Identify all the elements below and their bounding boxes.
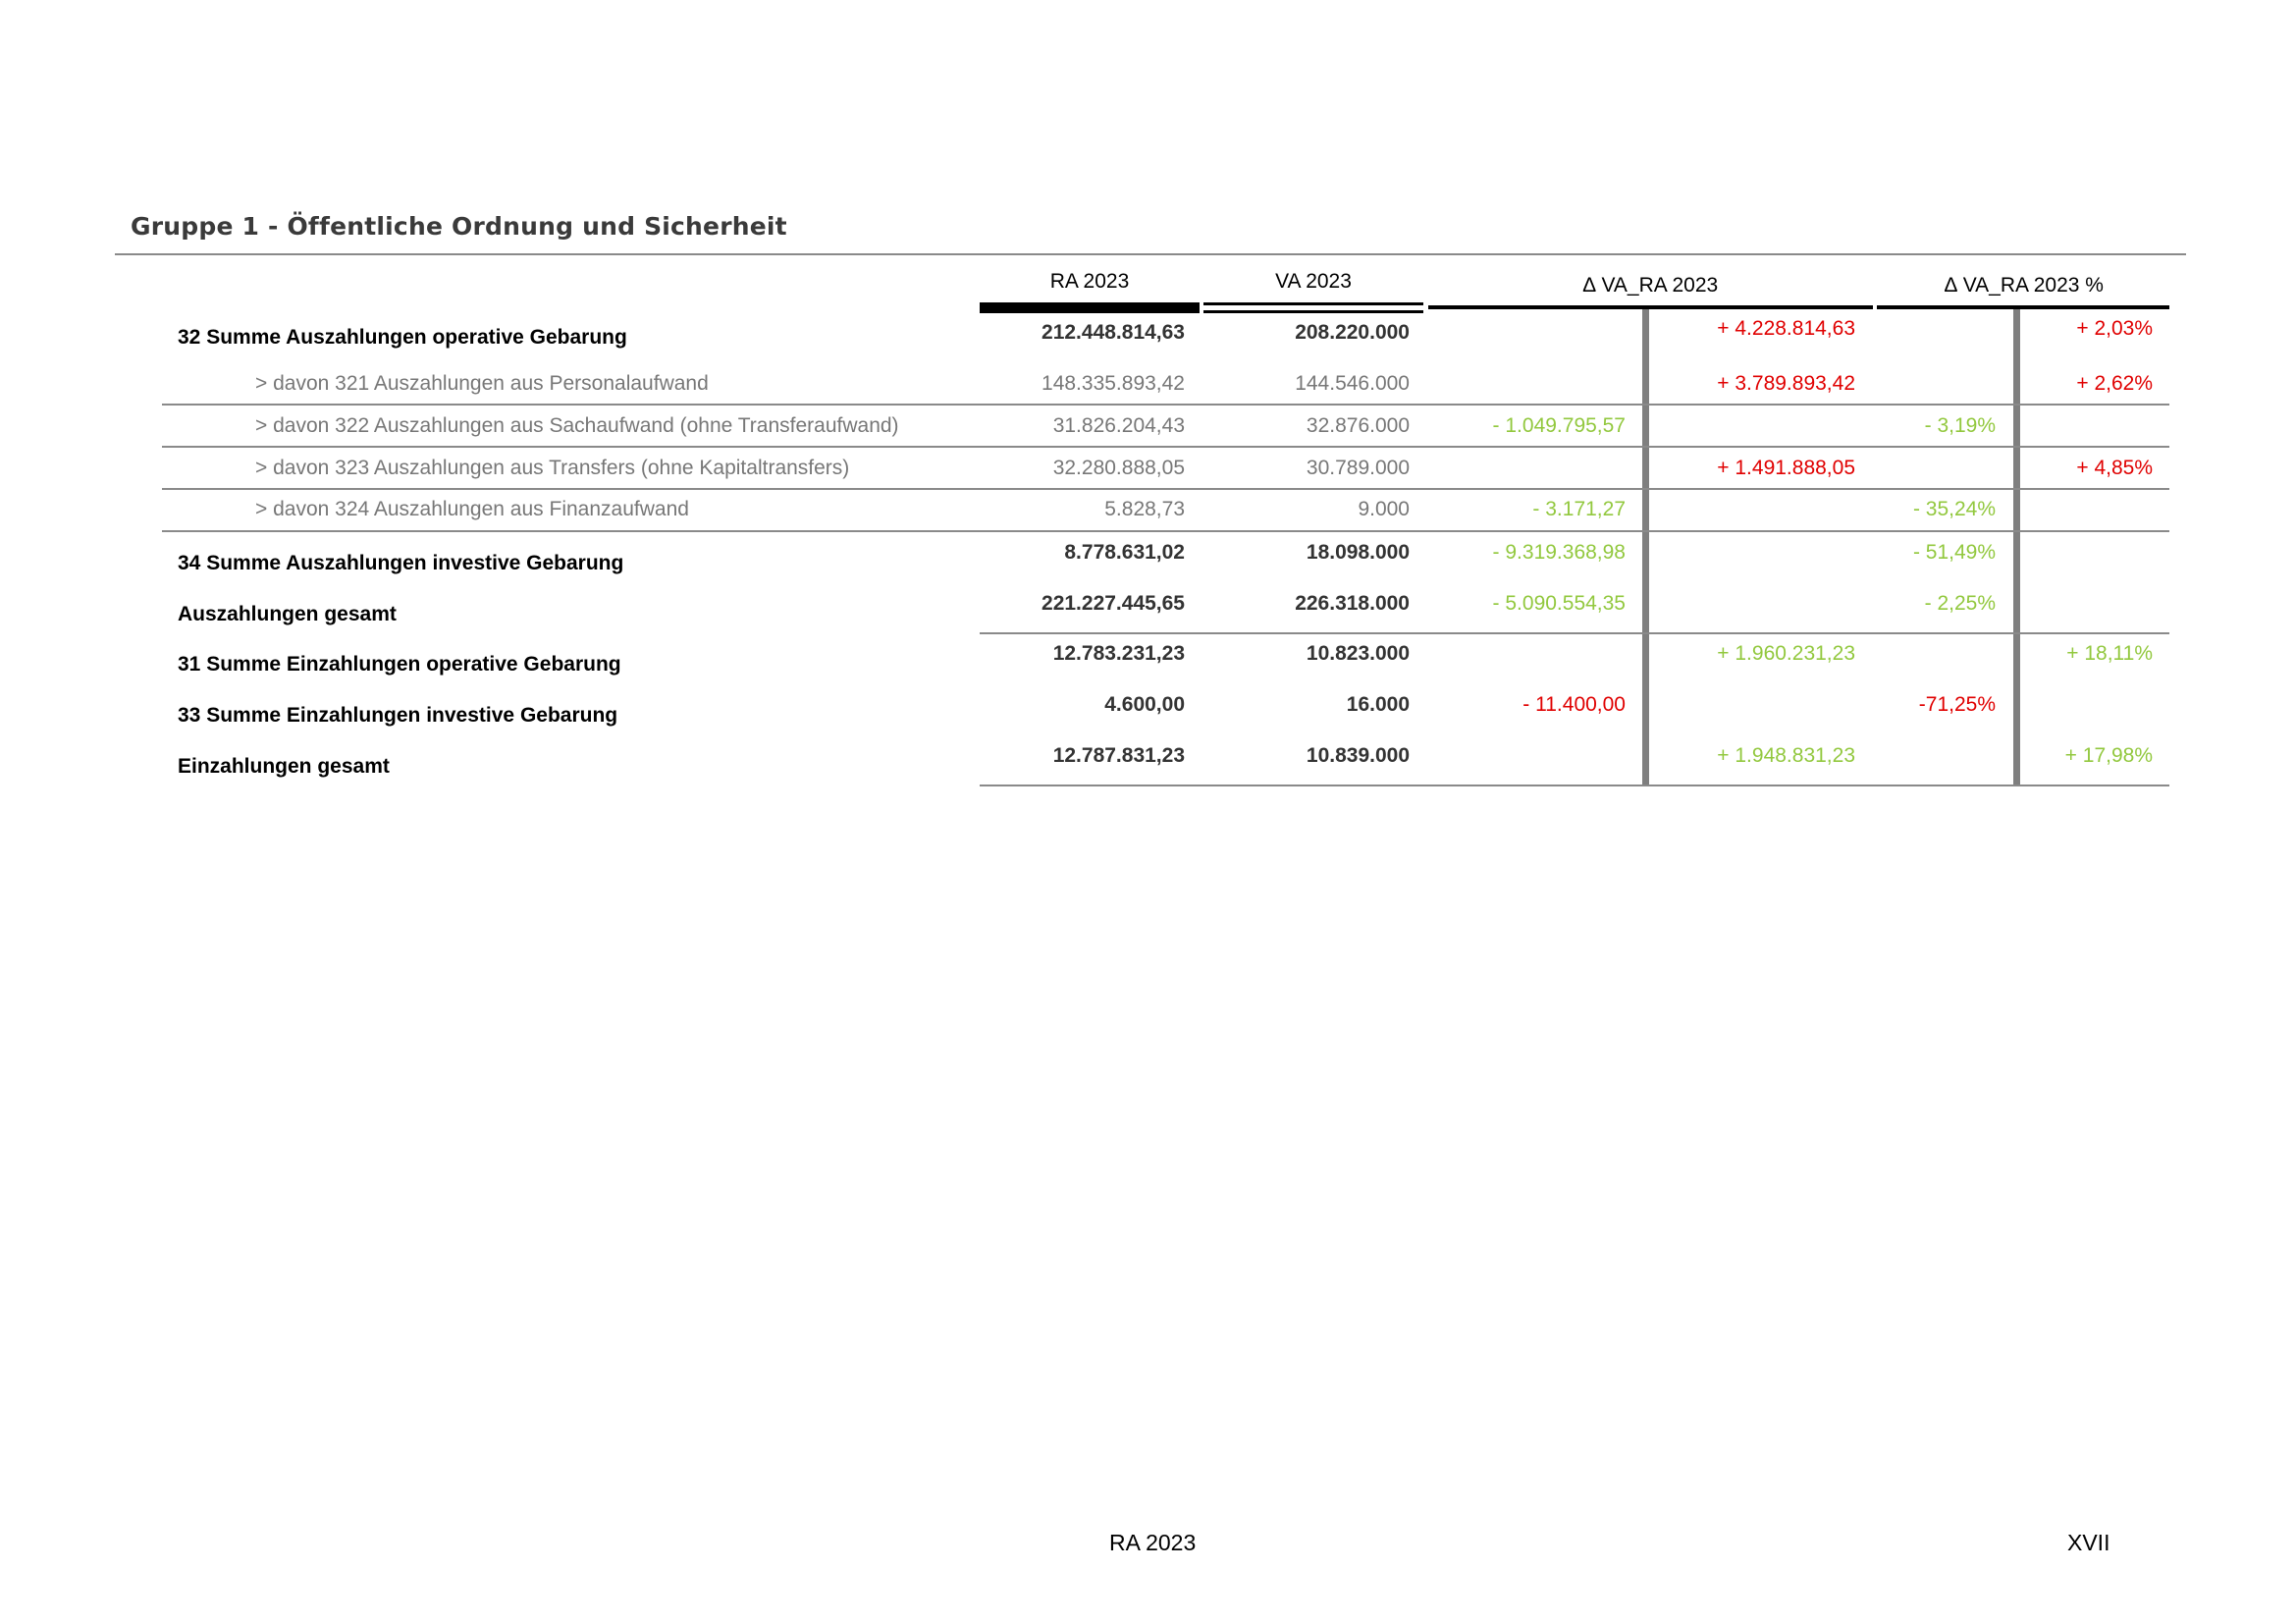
row-delta-positive: + 1.491.888,05 xyxy=(1717,457,1855,479)
row-ra-value: 148.335.893,42 xyxy=(1041,372,1185,395)
row-ra-value: 8.778.631,02 xyxy=(1064,541,1185,564)
delta-percent-separator xyxy=(2013,309,2020,785)
row-percent-positive: + 4,85% xyxy=(2076,457,2153,479)
row-va-value: 226.318.000 xyxy=(1295,592,1410,615)
row-va-value: 10.839.000 xyxy=(1306,744,1410,767)
row-ra-value: 31.826.204,43 xyxy=(1052,414,1185,437)
row-label: 33 Summe Einzahlungen investive Gebarung xyxy=(178,704,618,727)
row-separator xyxy=(162,404,2169,406)
page-title: Gruppe 1 - Öffentliche Ordnung und Sicherheit xyxy=(131,212,787,241)
page-number: XVII xyxy=(2067,1530,2110,1555)
header-delta: ∆ VA_RA 2023 xyxy=(1582,274,1719,297)
row-separator xyxy=(162,446,2169,448)
row-ra-value: 12.783.231,23 xyxy=(1052,642,1185,665)
row-delta-positive: + 3.789.893,42 xyxy=(1717,372,1855,395)
row-percent-positive: + 2,62% xyxy=(2076,372,2153,395)
row-va-value: 16.000 xyxy=(1346,693,1410,716)
row-label: > davon 321 Auszahlungen aus Personalaufwand xyxy=(255,372,709,395)
row-va-value: 144.546.000 xyxy=(1295,372,1410,395)
row-separator xyxy=(162,530,2169,532)
row-ra-value: 5.828,73 xyxy=(1104,498,1185,520)
title-divider xyxy=(115,253,2186,255)
row-percent-negative: - 2,25% xyxy=(1924,592,1996,615)
row-delta-positive: + 1.960.231,23 xyxy=(1717,642,1855,665)
row-delta-negative: - 3.171,27 xyxy=(1532,498,1626,520)
row-percent-positive: + 18,11% xyxy=(2066,642,2153,665)
row-delta-negative: - 5.090.554,35 xyxy=(1492,592,1626,615)
row-label: > davon 324 Auszahlungen aus Finanzaufwand xyxy=(255,498,689,520)
row-ra-value: 212.448.814,63 xyxy=(1041,321,1185,344)
row-delta-negative: - 11.400,00 xyxy=(1522,693,1626,716)
row-label: 31 Summe Einzahlungen operative Gebarung xyxy=(178,653,621,676)
row-ra-value: 4.600,00 xyxy=(1104,693,1185,716)
row-percent-negative: - 35,24% xyxy=(1912,498,1996,520)
header-bar-delta xyxy=(1428,305,1873,309)
table-bottom-rule xyxy=(980,785,2169,786)
footer-report-label: RA 2023 xyxy=(1109,1530,1197,1555)
row-delta-positive: + 4.228.814,63 xyxy=(1717,317,1855,340)
row-delta-positive: + 1.948.831,23 xyxy=(1717,744,1855,767)
row-delta-negative: - 9.319.368,98 xyxy=(1492,541,1626,564)
header-bar-delta-percent xyxy=(1877,305,2169,309)
delta-separator xyxy=(1642,309,1649,785)
row-va-value: 30.789.000 xyxy=(1306,457,1410,479)
row-va-value: 9.000 xyxy=(1358,498,1410,520)
row-percent-positive: + 17,98% xyxy=(2064,744,2153,767)
row-va-value: 18.098.000 xyxy=(1306,541,1410,564)
row-percent-negative: -71,25% xyxy=(1918,693,1996,716)
row-separator xyxy=(162,488,2169,490)
row-label: > davon 323 Auszahlungen aus Transfers (ohne Kapitaltransfers) xyxy=(255,457,850,479)
row-percent-negative: - 3,19% xyxy=(1924,414,1996,437)
header-ra-2023: RA 2023 xyxy=(1049,270,1130,293)
row-label: 34 Summe Auszahlungen investive Gebarung xyxy=(178,552,624,574)
row-percent-negative: - 51,49% xyxy=(1912,541,1996,564)
row-label: > davon 322 Auszahlungen aus Sachaufwand (ohne Transferaufwand) xyxy=(255,414,899,437)
row-separator xyxy=(980,632,2169,634)
row-label: Auszahlungen gesamt xyxy=(178,603,397,625)
header-bar-va-bottom xyxy=(1203,310,1423,313)
row-ra-value: 12.787.831,23 xyxy=(1052,744,1185,767)
row-va-value: 10.823.000 xyxy=(1306,642,1410,665)
row-ra-value: 221.227.445,65 xyxy=(1041,592,1185,615)
row-label: 32 Summe Auszahlungen operative Gebarung xyxy=(178,326,627,349)
row-label: Einzahlungen gesamt xyxy=(178,755,390,778)
header-va-2023: VA 2023 xyxy=(1275,270,1352,293)
header-bar-va-top xyxy=(1203,302,1423,305)
row-delta-negative: - 1.049.795,57 xyxy=(1492,414,1626,437)
row-percent-positive: + 2,03% xyxy=(2076,317,2153,340)
row-ra-value: 32.280.888,05 xyxy=(1052,457,1185,479)
row-va-value: 208.220.000 xyxy=(1295,321,1410,344)
header-bar-ra xyxy=(980,302,1200,313)
header-delta-percent: ∆ VA_RA 2023 % xyxy=(1945,274,2104,297)
row-va-value: 32.876.000 xyxy=(1306,414,1410,437)
